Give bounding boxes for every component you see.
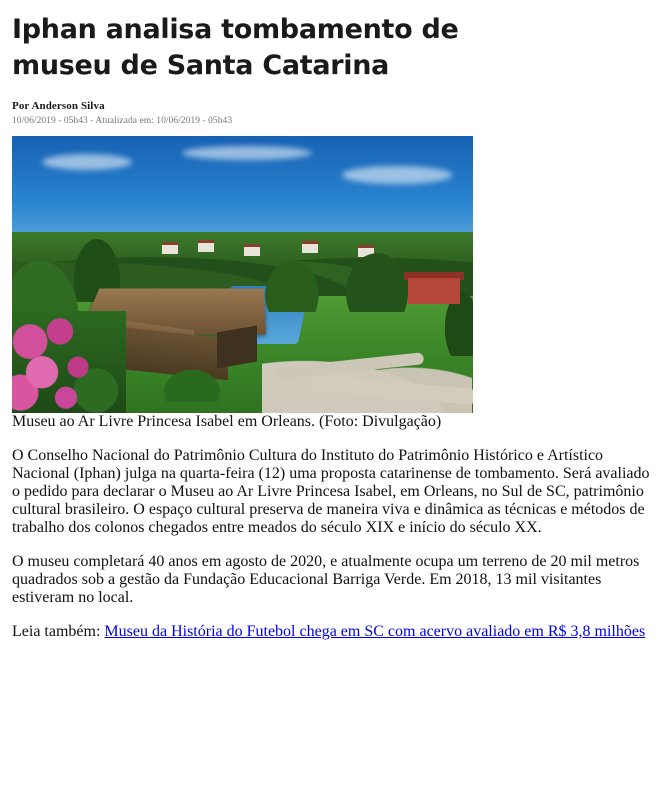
cloud-shape: [342, 166, 452, 184]
red-building: [408, 278, 460, 304]
shrub-shape: [162, 368, 222, 402]
distant-house: [198, 240, 214, 252]
museum-barn-wall-side: [217, 325, 257, 368]
figure-caption: Museu ao Ar Livre Princesa Isabel em Orleans. (Foto: Divulgação): [12, 413, 442, 430]
byline-author: Por Anderson Silva: [12, 100, 105, 112]
photo-museu-ao-ar-livre-princesa-isabel: [12, 136, 473, 413]
read-also-label: Leia também:: [12, 623, 101, 640]
page-title: Iphan analisa tombamento de museu de Santa Catarina: [12, 14, 459, 81]
distant-house: [302, 241, 318, 253]
pink-flowering-bush: [12, 311, 126, 413]
article-figure: [12, 136, 473, 431]
read-also-block: [12, 623, 652, 641]
distant-house: [244, 244, 260, 256]
distant-house: [162, 242, 178, 254]
article-paragraph: O Conselho Nacional do Patrimônio Cultura do Instituto do Patrimônio Histórico e Artístico Nacional (Iphan) julga na quarta-feira (12) uma proposta catarinense de tombamento. Será avaliado o pedido para declarar o Museu ao Ar Livre Princesa Isabel, em Orleans, no Sul de SC, patrimônio cultural brasileiro. O espaço cultural preserva de maneira viva e dinâmica as técnicas e métodos de trabalho dos colonos chegados entre meados do século XIX e início do século XX.: [12, 447, 650, 536]
read-also-link[interactable]: Museu da História do Futebol chega em SC com acervo avaliado em R$ 3,8 milhões: [104, 623, 646, 640]
tree-shape: [342, 248, 412, 312]
article-paragraph: O museu completará 40 anos em agosto de 2020, e atualmente ocupa um terreno de 20 mil metros quadrados sob a gestão da Fundação Educacional Barriga Verde. Em 2018, 13 mil visitantes estiveram no local.: [12, 553, 640, 606]
cloud-shape: [42, 154, 132, 170]
cloud-shape: [182, 146, 312, 160]
tree-shape: [262, 256, 322, 312]
byline-timestamps: 10/06/2019 - 05h43 - Atualizada em: 10/06/2019 - 05h43: [12, 116, 233, 126]
article-body: [12, 447, 652, 641]
